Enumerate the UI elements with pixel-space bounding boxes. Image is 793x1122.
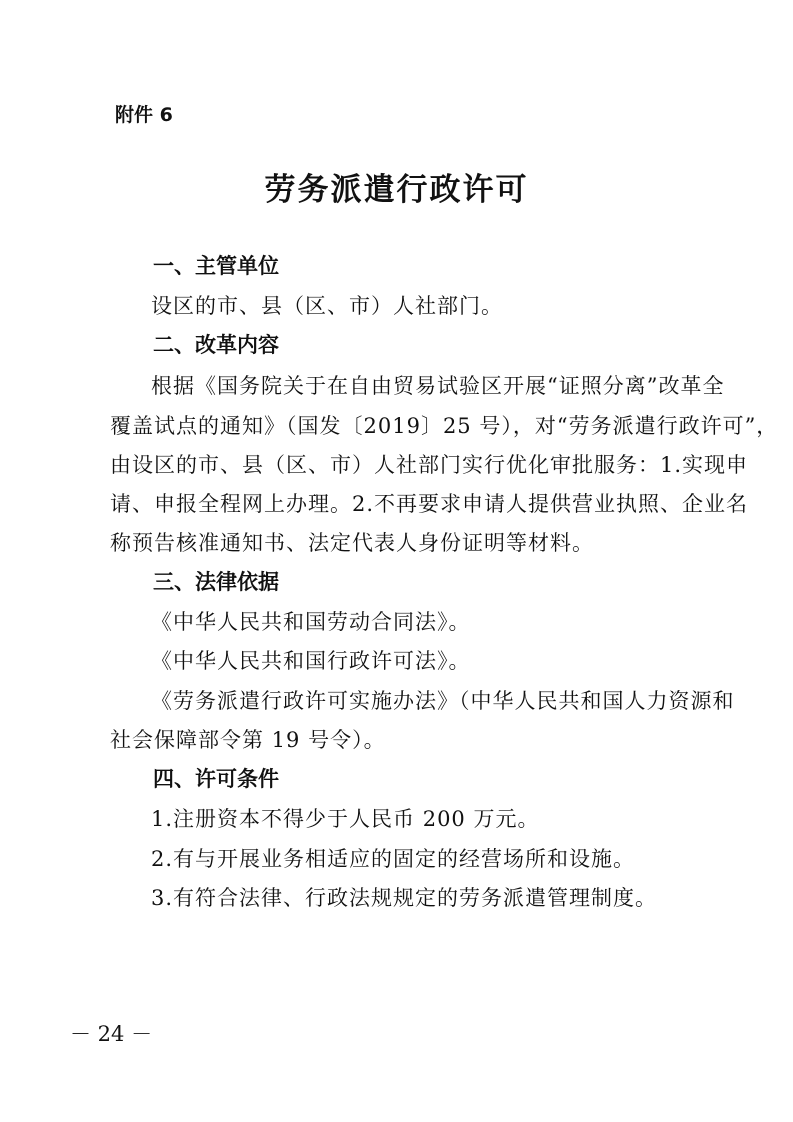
- section-heading-conditions: 四、许可条件: [153, 767, 279, 791]
- paragraph-line: 覆盖试点的通知》（国发〔2019〕25 号），对“劳务派遣行政许可”，: [110, 414, 779, 438]
- page-title: 劳务派遣行政许可: [264, 172, 529, 208]
- paragraph-line: 2.有与开展业务相适应的固定的经营场所和设施。: [151, 847, 636, 871]
- paragraph-line: 设区的市、县（区、市）人社部门。: [151, 294, 503, 318]
- paragraph-line: 社会保障部令第 19 号令）。: [110, 728, 386, 752]
- paragraph-line: 根据《国务院关于在自由贸易试验区开展“证照分离”改革全: [151, 374, 725, 398]
- paragraph-line: 《中华人民共和国行政许可法》。: [151, 649, 471, 673]
- paragraph-line: 《劳务派遣行政许可实施办法》（中华人民共和国人力资源和: [151, 689, 735, 713]
- paragraph-line: 《中华人民共和国劳动合同法》。: [151, 610, 471, 634]
- section-heading-reform: 二、改革内容: [153, 333, 279, 357]
- page-number: － 24 －: [70, 1022, 153, 1046]
- paragraph-line: 称预告核准通知书、法定代表人身份证明等材料。: [110, 531, 594, 555]
- paragraph-line: 3.有符合法律、行政法规规定的劳务派遣管理制度。: [151, 886, 658, 910]
- paragraph-line: 由设区的市、县（区、市）人社部门实行优化审批服务：1.实现申: [110, 453, 749, 477]
- paragraph-line: 请、申报全程网上办理。2.不再要求申请人提供营业执照、企业名: [110, 492, 749, 516]
- section-heading-authority: 一、主管单位: [153, 254, 279, 278]
- attachment-label: 附件 6: [115, 104, 173, 126]
- paragraph-line: 1.注册资本不得少于人民币 200 万元。: [151, 807, 540, 831]
- section-heading-legal-basis: 三、法律依据: [153, 570, 279, 594]
